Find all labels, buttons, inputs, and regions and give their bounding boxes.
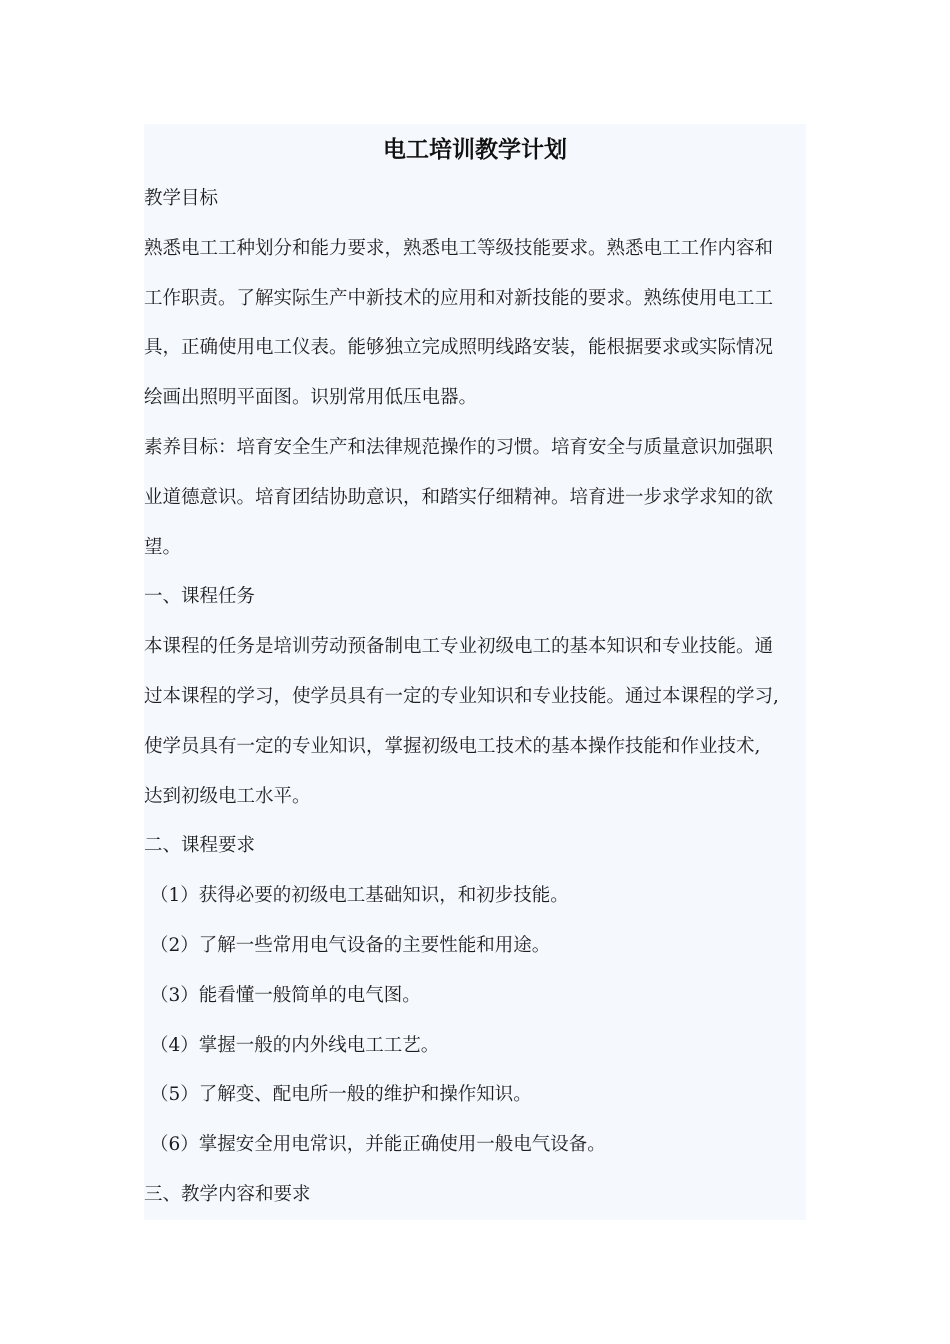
list-item: （2）了解一些常用电气设备的主要性能和用途。 <box>150 934 551 956</box>
paragraph-line: 具，正确使用电工仪表。能够独立完成照明线路安装，能根据要求或实际情况 <box>144 337 774 359</box>
paragraph-line: 绘画出照明平面图。识别常用低压电器。 <box>144 387 478 409</box>
paragraph-line: 本课程的任务是培训劳动预备制电工专业初级电工的基本知识和专业技能。通 <box>144 636 774 658</box>
paragraph-line: 熟悉电工工种划分和能力要求，熟悉电工等级技能要求。熟悉电工工作内容和 <box>144 237 774 259</box>
paragraph-line: 过本课程的学习，使学员具有一定的专业知识和专业技能。通过本课程的学习, <box>144 685 779 707</box>
paragraph-line: 素养目标：培育安全生产和法律规范操作的习惯。培育安全与质量意识加强职 <box>144 436 774 458</box>
paragraph-line: 工作职责。了解实际生产中新技术的应用和对新技能的要求。熟练使用电工工 <box>144 287 774 309</box>
list-item: （6）掌握安全用电常识，并能正确使用一般电气设备。 <box>150 1134 606 1156</box>
paragraph-line: 使学员具有一定的专业知识，掌握初级电工技术的基本操作技能和作业技术, <box>144 735 761 757</box>
document-body <box>144 174 806 1220</box>
section-heading-teaching-content: 三、教学内容和要求 <box>144 1183 311 1205</box>
paragraph-line: 达到初级电工水平。 <box>144 785 311 807</box>
section-heading-objectives: 教学目标 <box>144 188 219 209</box>
list-item: （3）能看懂一般简单的电气图。 <box>150 984 421 1006</box>
document-title: 电工培训教学计划 <box>383 136 567 163</box>
list-item: （5）了解变、配电所一般的维护和操作知识。 <box>150 1084 532 1106</box>
list-item: （4）掌握一般的内外线电工工艺。 <box>150 1034 440 1056</box>
section-heading-course-requirements: 二、课程要求 <box>144 835 256 857</box>
paragraph-line: 业道德意识。培育团结协助意识，和踏实仔细精神。培育进一步求学求知的欲 <box>144 486 774 508</box>
section-heading-course-task: 一、课程任务 <box>144 586 256 608</box>
paragraph-line: 望。 <box>144 536 182 558</box>
list-item: （1）获得必要的初级电工基础知识，和初步技能。 <box>150 885 569 907</box>
